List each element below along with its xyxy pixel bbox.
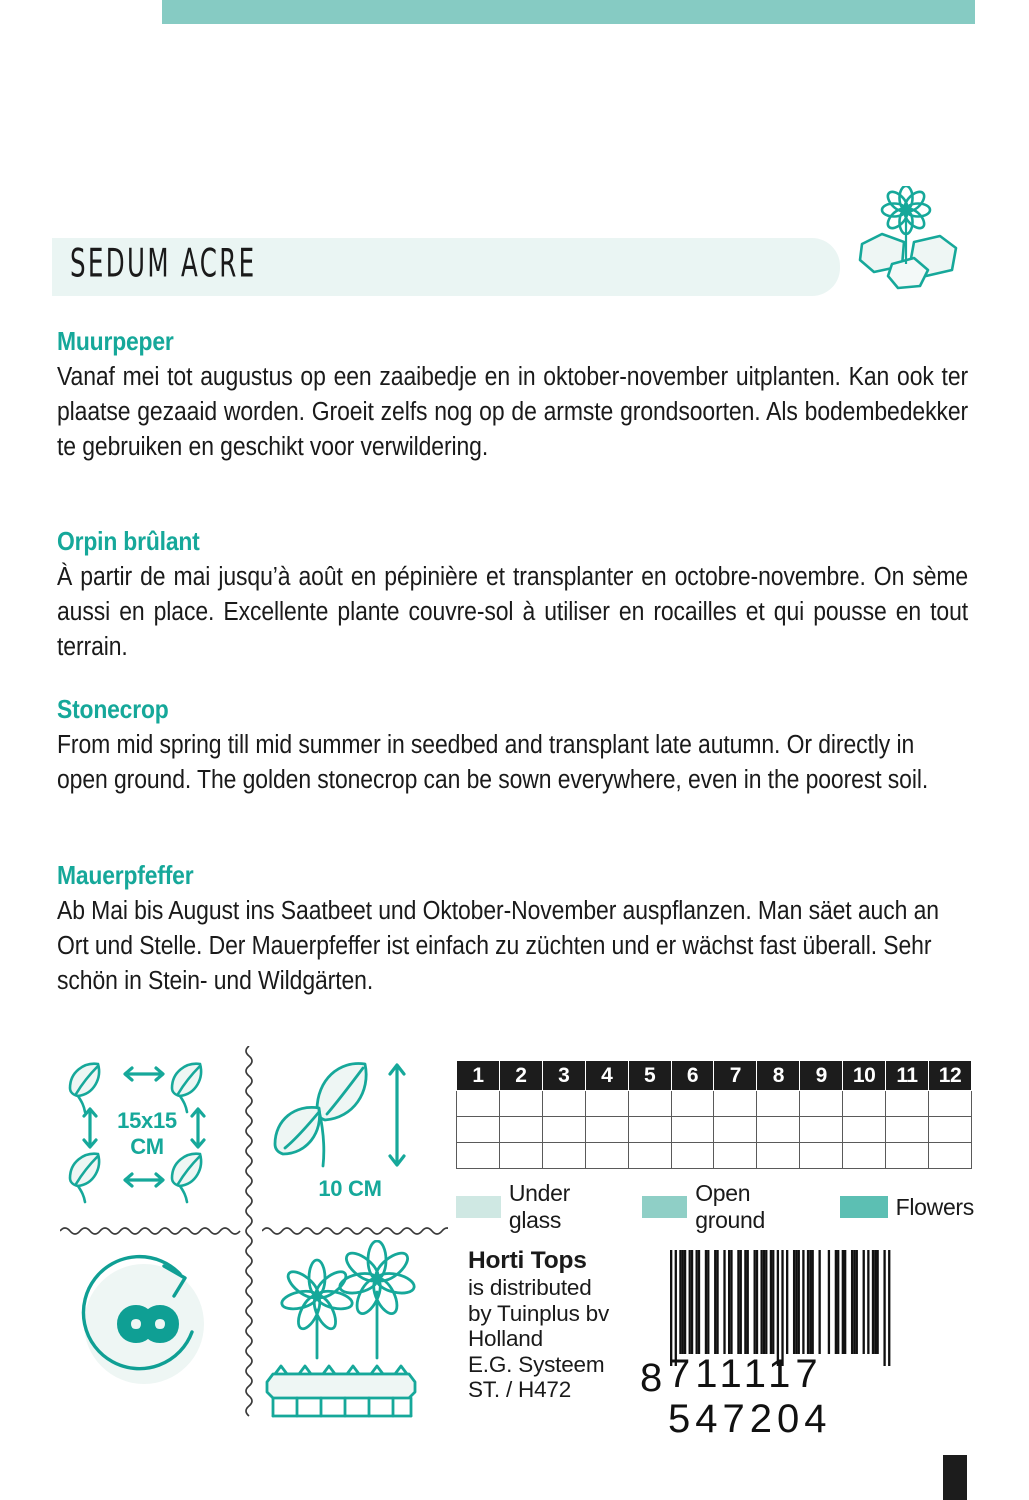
language-section-fr	[57, 526, 969, 665]
calendar-cell-under_glass-1	[457, 1091, 500, 1117]
spacing-label-line2: CM	[130, 1134, 164, 1159]
calendar-cell-flowers-2	[499, 1143, 542, 1169]
calendar-cell-open_ground-8	[757, 1117, 800, 1143]
distributor-line-1: is distributed	[468, 1275, 592, 1300]
calendar-month-8: 8	[757, 1061, 800, 1091]
section-heading-nl: Muurpeper	[57, 326, 174, 356]
barcode-digits: 711117 547204	[668, 1352, 832, 1441]
plant-spacing-icon	[52, 1048, 242, 1226]
distributor-line-4: E.G. Systeem	[468, 1351, 605, 1377]
barcode	[640, 1248, 970, 1441]
sowing-calendar-table	[456, 1060, 972, 1169]
wavy-divider-horizontal-right	[262, 1224, 448, 1238]
calendar-cell-open_ground-7	[714, 1117, 757, 1143]
calendar-month-3: 3	[542, 1061, 585, 1091]
brand-name: Horti Tops	[468, 1247, 587, 1274]
calendar-cell-open_ground-12	[928, 1117, 971, 1143]
calendar-cell-open_ground-10	[843, 1117, 886, 1143]
calendar-cell-under_glass-11	[886, 1091, 929, 1117]
calendar-cell-under_glass-5	[628, 1091, 671, 1117]
section-body-en: From mid spring till mid summer in seedbed and transplant late autumn. Or directly in open ground. The golden stonecrop can be sown everywhere, even in the poorest soil.	[57, 731, 929, 794]
plant-height-icon	[255, 1048, 445, 1226]
calendar-cell-flowers-3	[542, 1143, 585, 1169]
calendar-cell-flowers-7	[714, 1143, 757, 1169]
calendar-cell-under_glass-10	[843, 1091, 886, 1117]
calendar-month-9: 9	[800, 1061, 843, 1091]
calendar-cell-flowers-12	[928, 1143, 971, 1169]
calendar-cell-open_ground-3	[542, 1117, 585, 1143]
calendar-cell-flowers-10	[843, 1143, 886, 1169]
calendar-cell-open_ground-11	[886, 1117, 929, 1143]
flower-rock-garden-icon	[848, 186, 980, 304]
calendar-month-4: 4	[585, 1061, 628, 1091]
growing-instructions-icons	[50, 1040, 450, 1425]
perennial-infinity-icon	[52, 1240, 242, 1418]
calendar-month-11: 11	[886, 1061, 929, 1091]
calendar-cell-open_ground-6	[671, 1117, 714, 1143]
calendar-month-10: 10	[843, 1061, 886, 1091]
page-title: SEDUM ACRE	[70, 241, 257, 287]
section-heading-de: Mauerpfeffer	[57, 860, 194, 890]
section-body-de: Ab Mai bis August ins Saatbeet und Oktober-November auspflanzen. Man säet auch an Ort und Stelle. Der Mauerpfeffer ist einfach zu züchten und er wächst fast überall. Sehr schön in Stein- und Wildgärten.	[57, 897, 939, 995]
section-body-nl: Vanaf mei tot augustus op een zaaibedje en in oktober-november uitplanten. Kan ook ter plaatse gezaaid worden. Groeit zelfs nog op de armste grondsoorten. Als bodembedekker te gebruiken en geschikt voor verwildering.	[57, 363, 969, 461]
calendar-cell-open_ground-9	[800, 1117, 843, 1143]
language-section-en	[57, 694, 969, 798]
print-registration-mark	[943, 1455, 967, 1500]
calendar-cell-flowers-8	[757, 1143, 800, 1169]
calendar-month-12: 12	[928, 1061, 971, 1091]
flower-border-icon	[255, 1240, 445, 1418]
calendar-cell-open_ground-5	[628, 1117, 671, 1143]
calendar-legend	[456, 1180, 996, 1234]
legend-label-under_glass: Under glass	[508, 1180, 570, 1233]
distributor-line-5: ST. / H472	[468, 1377, 572, 1402]
legend-swatch-open_ground	[642, 1196, 687, 1218]
wavy-divider-horizontal-left	[60, 1224, 242, 1238]
calendar-row-flowers	[457, 1143, 972, 1169]
legend-label-flowers: Flowers	[895, 1193, 974, 1220]
calendar-cell-open_ground-1	[457, 1117, 500, 1143]
spacing-label-line1: 15x15	[117, 1108, 177, 1133]
height-label: 10 CM	[318, 1176, 382, 1201]
legend-item-under_glass	[456, 1180, 620, 1234]
calendar-month-7: 7	[714, 1061, 757, 1091]
language-section-nl	[57, 326, 969, 465]
calendar-cell-under_glass-8	[757, 1091, 800, 1117]
calendar-cell-under_glass-6	[671, 1091, 714, 1117]
section-heading-en: Stonecrop	[57, 694, 169, 724]
legend-item-open_ground	[642, 1180, 817, 1234]
legend-swatch-under_glass	[456, 1196, 501, 1218]
calendar-month-5: 5	[628, 1061, 671, 1091]
calendar-cell-under_glass-4	[585, 1091, 628, 1117]
calendar-month-2: 2	[499, 1061, 542, 1091]
calendar-cell-flowers-9	[800, 1143, 843, 1169]
calendar-cell-under_glass-9	[800, 1091, 843, 1117]
calendar-cell-under_glass-2	[499, 1091, 542, 1117]
calendar-cell-open_ground-4	[585, 1117, 628, 1143]
calendar-cell-under_glass-3	[542, 1091, 585, 1117]
legend-swatch-flowers	[840, 1196, 888, 1218]
calendar-month-6: 6	[671, 1061, 714, 1091]
calendar-cell-flowers-6	[671, 1143, 714, 1169]
barcode-bars	[640, 1248, 970, 1366]
calendar-header-row	[457, 1061, 972, 1091]
calendar-cell-under_glass-12	[928, 1091, 971, 1117]
calendar-month-1: 1	[457, 1061, 500, 1091]
distributor-info	[468, 1246, 668, 1403]
wavy-divider-vertical	[242, 1046, 256, 1418]
calendar-cell-flowers-5	[628, 1143, 671, 1169]
distributor-line-3: Holland	[468, 1326, 543, 1351]
calendar-cell-open_ground-2	[499, 1117, 542, 1143]
calendar-cell-under_glass-7	[714, 1091, 757, 1117]
sowing-calendar	[456, 1060, 972, 1169]
calendar-row-open_ground	[457, 1117, 972, 1143]
calendar-cell-flowers-1	[457, 1143, 500, 1169]
legend-item-flowers	[840, 1194, 974, 1221]
section-heading-fr: Orpin brûlant	[57, 526, 200, 556]
legend-label-open_ground: Open ground	[695, 1180, 766, 1233]
calendar-cell-flowers-11	[886, 1143, 929, 1169]
calendar-row-under_glass	[457, 1091, 972, 1117]
top-accent-bar	[162, 0, 975, 24]
distributor-line-2: by Tuinplus bv	[468, 1300, 610, 1326]
language-section-de	[57, 860, 969, 999]
section-body-fr: À partir de mai jusqu’à août en pépinière et transplanter en octobre-novembre. On sème aussi en place. Excellente plante couvre-sol à utiliser en rocailles et qui pousse en tout terrain.	[57, 563, 969, 661]
barcode-lead-digit: 8	[640, 1356, 662, 1400]
calendar-cell-flowers-4	[585, 1143, 628, 1169]
